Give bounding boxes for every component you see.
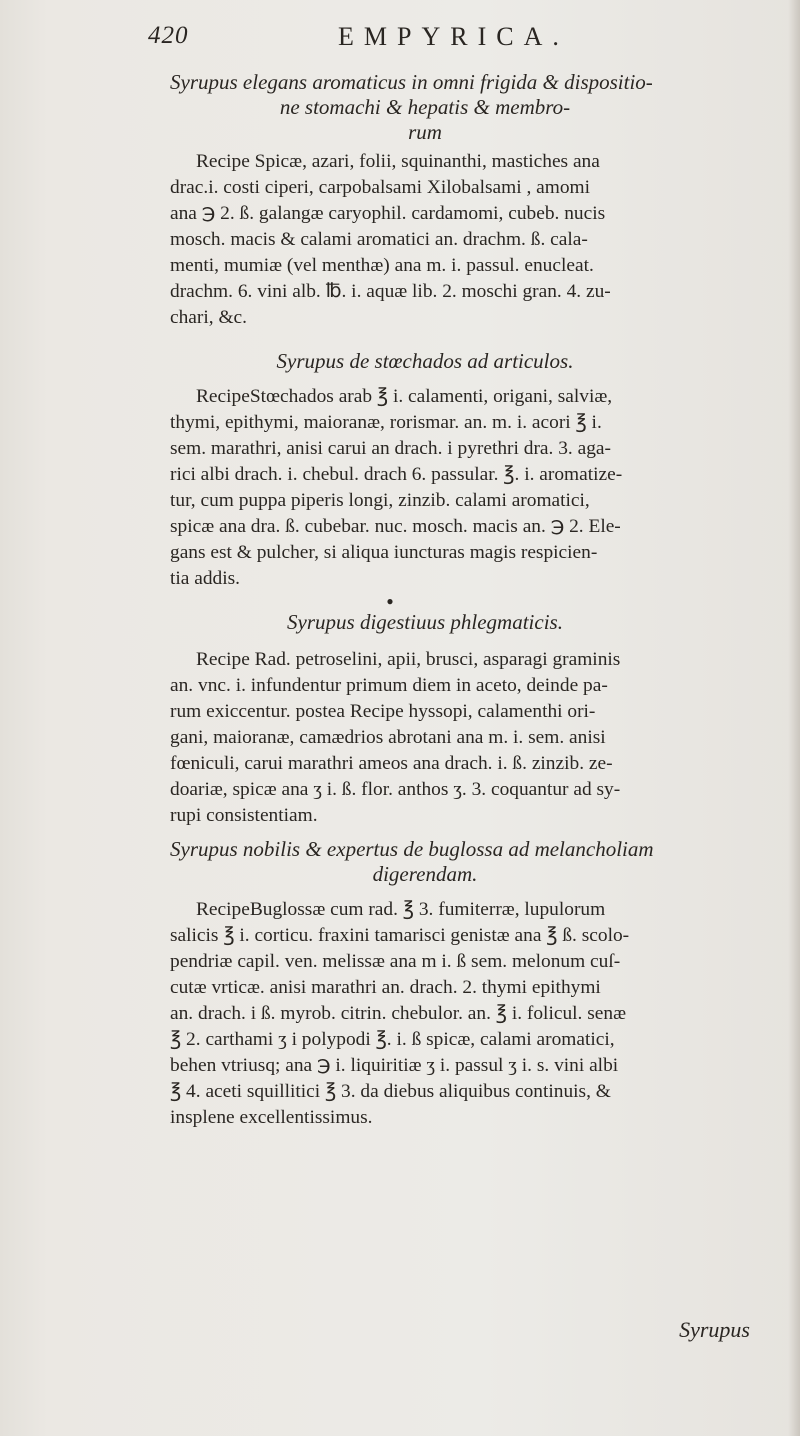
section-title-line: ne stomachi & hepatis & membro-: [279, 95, 571, 119]
text-line: salicis ℥ i. corticu. fraxini tamarisci genistæ ana ℥ ß. scolo-: [170, 925, 630, 946]
section-title-line: Syrupus de stœchados ad articulos.: [276, 349, 574, 373]
text-line: gans est & pulcher, si aliqua iuncturas magis respicien-: [170, 542, 598, 563]
text-line: doariæ, spicæ ana ʒ i. ß. flor. anthos ʒ. 3. coquantur ad sy-: [170, 779, 621, 800]
text-line: thymi, epithymi, maioranæ, rorismar. an. m. i. acori ℥ i.: [170, 412, 602, 433]
text-line: RecipeBuglossæ cum rad. ℥ 3. fumiterræ, lupulorum: [196, 899, 606, 920]
running-head: EMPYRICA.: [338, 22, 569, 51]
text-line: drachm. 6. vini alb. ℔. i. aquæ lib. 2. moschi gran. 4. zu-: [170, 281, 611, 302]
section-title-line: Syrupus nobilis & expertus de buglossa ad melancholiam: [170, 837, 654, 861]
recipe-paragraph: [170, 647, 800, 829]
text-line: chari, &c.: [170, 307, 247, 328]
section-title-line: digerendam.: [372, 862, 478, 886]
recipe-section: [170, 70, 800, 331]
recipe-section: [170, 837, 800, 1131]
text-line: gani, maioranæ, camædrios abrotani ana m. i. sem. anisi: [170, 727, 606, 748]
recipe-section: [170, 349, 800, 592]
recipe-paragraph: [170, 384, 800, 592]
text-line: an. drach. i ß. myrob. citrin. chebulor. an. ℥ i. folicul. senæ: [170, 1003, 627, 1024]
recipe-section: [170, 610, 800, 829]
ornament-mark: ●: [386, 594, 394, 608]
section-title-line: rum: [408, 120, 442, 144]
page-body: [170, 70, 800, 1131]
text-line: sem. marathri, anisi carui an drach. i pyrethri dra. 3. aga-: [170, 438, 611, 459]
text-line: spicæ ana dra. ß. cubebar. nuc. mosch. macis an. ℈ 2. Ele-: [170, 516, 621, 537]
text-line: drac.i. costi ciperi, carpobalsami Xilobalsami , amomi: [170, 177, 591, 198]
text-line: an. vnc. i. infundentur primum diem in aceto, deinde pa-: [170, 675, 608, 696]
text-line: RecipeStœchados arab ℥ i. calamenti, origani, salviæ,: [196, 386, 613, 407]
text-line: rupi consistentiam.: [170, 805, 318, 826]
text-line: behen vtriusq; ana ℈ i. liquiritiæ ʒ i. passul ʒ i. s. vini albi: [170, 1055, 619, 1076]
recipe-paragraph: [170, 897, 800, 1131]
text-line: pendriæ capil. ven. melissæ ana m i. ß sem. melonum cuſ-: [170, 951, 621, 972]
text-line: rici albi drach. i. chebul. drach 6. passular. ℥. i. aromatize-: [170, 464, 623, 485]
text-line: Recipe Rad. petroselini, apii, brusci, asparagi graminis: [196, 649, 621, 670]
section-title-line: Syrupus elegans aromaticus in omni frigida & dispositio-: [170, 70, 653, 94]
text-line: insplene excellentissimus.: [170, 1107, 373, 1128]
text-line: ℥ 4. aceti squillitici ℥ 3. da diebus aliquibus continuis, &: [170, 1081, 611, 1102]
text-line: ℥ 2. carthami ʒ i polypodi ℥. i. ß spicæ, calami aromatici,: [170, 1029, 615, 1050]
section-title-line: Syrupus digestiuus phlegmaticis.: [287, 610, 563, 634]
page-header: [148, 22, 768, 58]
text-line: rum exiccentur. postea Recipe hyssopi, calamenthi ori-: [170, 701, 596, 722]
text-line: mosch. macis & calami aromatici an. drachm. ß. cala-: [170, 229, 588, 250]
text-line: fœniculi, carui marathri ameos ana drach. i. ß. zinzib. ze-: [170, 753, 613, 774]
text-line: tia addis.: [170, 568, 241, 589]
catchword: Syrupus: [679, 1317, 750, 1342]
recipe-paragraph: [170, 149, 800, 331]
text-line: menti, mumiæ (vel menthæ) ana m. i. passul. enucleat.: [170, 255, 594, 276]
text-line: tur, cum puppa piperis longi, zinzib. calami aromatici,: [170, 490, 590, 511]
text-line: cutæ vrticæ. anisi marathri an. drach. 2. thymi epithymi: [170, 977, 601, 998]
text-line: Recipe Spicæ, azari, folii, squinanthi, mastiches ana: [196, 151, 600, 172]
text-line: ana ℈ 2. ß. galangæ caryophil. cardamomi, cubeb. nucis: [170, 203, 606, 224]
page-number: 420: [148, 22, 189, 49]
